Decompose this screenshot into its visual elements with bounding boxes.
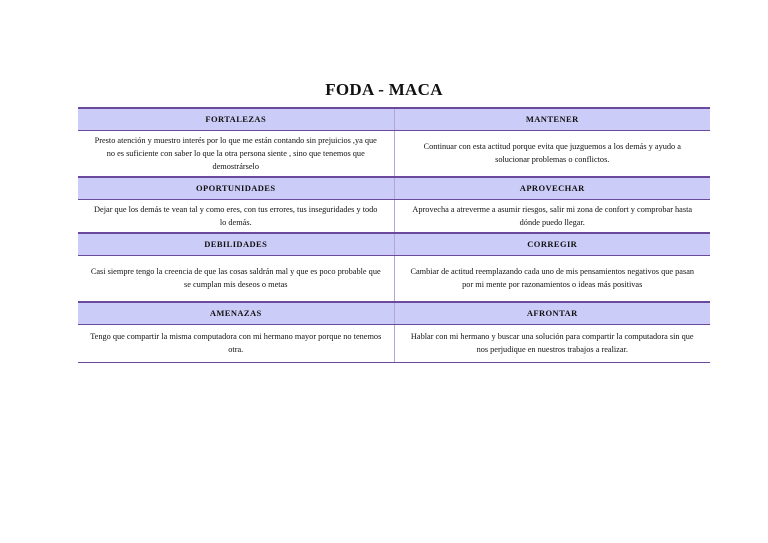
cell-oportunidades-text: Dejar que los demás te vean tal y como eres, con tus errores, tus inseguridades y todo lo demás.: [78, 199, 394, 233]
foda-table: [78, 107, 710, 363]
header-mantener: MANTENER: [394, 108, 710, 130]
header-amenazas: AMENAZAS: [78, 302, 394, 324]
header-row-fortalezas: [78, 108, 710, 130]
content-row-fortalezas: [78, 130, 710, 177]
cell-corregir-text: Cambiar de actitud reemplazando cada uno de mis pensamientos negativos que pasan por mi mente por razonamientos o ideas más positivas: [394, 255, 710, 302]
header-fortalezas: FORTALEZAS: [78, 108, 394, 130]
header-afrontar: AFRONTAR: [394, 302, 710, 324]
cell-fortalezas-text: Presto atención y muestro interés por lo que me están contando sin prejuicios ,ya que no es suficiente con saber lo que la otra persona siente , sino que tenemos que demostrárselo: [78, 130, 394, 177]
header-row-amenazas: [78, 302, 710, 324]
content-row-amenazas: [78, 324, 710, 362]
content-row-oportunidades: [78, 199, 710, 233]
cell-amenazas-text: Tengo que compartir la misma computadora con mi hermano mayor porque no tenemos otra.: [78, 324, 394, 362]
header-debilidades: DEBILIDADES: [78, 233, 394, 255]
cell-debilidades-text: Casi siempre tengo la creencia de que las cosas saldrán mal y que es poco probable que se cumplan mis deseos o metas: [78, 255, 394, 302]
header-aprovechar: APROVECHAR: [394, 177, 710, 199]
header-row-oportunidades: [78, 177, 710, 199]
header-oportunidades: OPORTUNIDADES: [78, 177, 394, 199]
header-corregir: CORREGIR: [394, 233, 710, 255]
cell-mantener-text: Continuar con esta actitud porque evita que juzguemos a los demás y ayudo a solucionar problemas o conflictos.: [394, 130, 710, 177]
content-row-debilidades: [78, 255, 710, 302]
cell-aprovechar-text: Aprovecha a atreverme a asumir riesgos, salir mi zona de confort y comprobar hasta dónde puedo llegar.: [394, 199, 710, 233]
page-title: FODA - MACA: [325, 80, 443, 99]
cell-afrontar-text: Hablar con mi hermano y buscar una solución para compartir la computadora sin que nos perjudique en nuestros trabajos a realizar.: [394, 324, 710, 362]
header-row-debilidades: [78, 233, 710, 255]
